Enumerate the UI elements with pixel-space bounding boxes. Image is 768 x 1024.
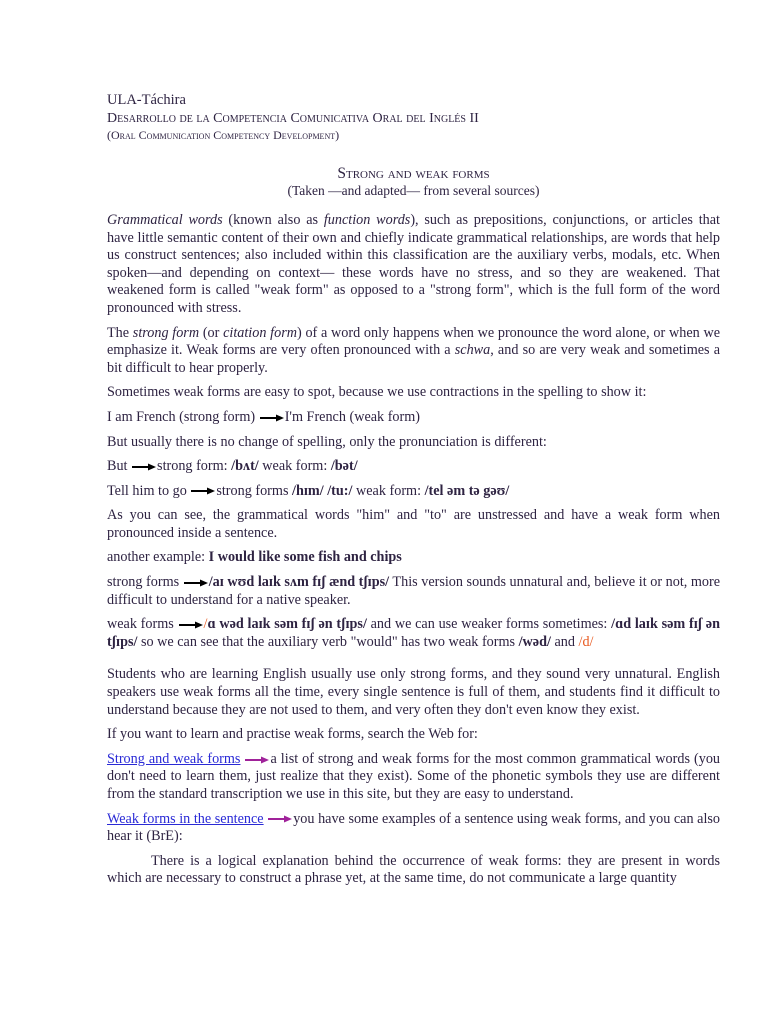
- arrow-right-icon: [260, 414, 284, 422]
- text-span: I am French (strong form): [107, 408, 256, 425]
- ipa-strong-him-to: /hɪm/ /tu:/: [292, 482, 353, 499]
- ipa-slash: /: [203, 616, 208, 633]
- ipa-weak-sentence: ɑ wəd laɪk səm fɪʃ ən tʃɪps/: [207, 616, 367, 633]
- text-span: another example:: [107, 549, 209, 566]
- text-span: weak forms: [107, 616, 174, 633]
- text-span: (or: [199, 324, 224, 341]
- paragraph-students: Students who are learning English usually use only strong forms, and they sound very unnatural. English speakers use weak forms all the time, every single sentence is full of them, and students find it difficult to understand because they are not used to them, and very often they don't even know they exist.: [107, 666, 720, 718]
- term-strong-form: strong form: [132, 324, 200, 341]
- ipa-weak-tell-him: /tel əm tə gəʊ/: [424, 482, 510, 499]
- course-header: Desarrollo de la Competencia Comunicativa Oral del Inglés II: [107, 110, 479, 126]
- example-but: [107, 458, 720, 476]
- text-span: This version sounds unnatural and, believe it or not, more difficult to understand for a native speaker.: [107, 574, 721, 608]
- text-span: The: [107, 324, 133, 341]
- resource-strong-weak-forms: [107, 751, 720, 804]
- example-tell-him: [107, 483, 720, 501]
- text-span: I'm French (weak form): [284, 408, 421, 425]
- document-page: [107, 92, 720, 895]
- arrow-right-icon: [245, 756, 269, 764]
- another-example: [107, 549, 720, 567]
- paragraph-unstressed: As you can see, the grammatical words "him" and "to" are unstressed and have a weak form when pronounced inside a sentence.: [107, 507, 720, 541]
- text-span: ), such as prepositions, conjunctions, or articles that have little semantic content of their own and chiefly indicate grammatical relationships, are words that help us construct sentences; also included within this classification are the auxiliary verbs, modals, etc. When spoken—and depending on context— these words have no stress, and so they are weakened. That weakened form is called "weak form" as opposed to a "strong form", which is the full form of the word pronounced with stress.: [107, 211, 720, 316]
- link-strong-and-weak-forms[interactable]: Strong and weak forms: [107, 750, 241, 767]
- text-span: But: [107, 458, 128, 475]
- term-citation-form: citation form: [223, 324, 297, 341]
- arrow-right-icon: [184, 579, 208, 587]
- paragraph-grammatical-words: [107, 212, 720, 318]
- institution-header: ULA-Táchira: [107, 92, 186, 108]
- resource-weak-forms-sentence: [107, 811, 720, 846]
- text-span: so we can see that the auxiliary verb "would" has two weak forms: [137, 633, 519, 650]
- arrow-right-icon: [132, 463, 156, 471]
- arrow-right-icon: [191, 487, 215, 495]
- arrow-right-icon: [268, 815, 292, 823]
- term-grammatical-words: Grammatical words: [107, 211, 223, 228]
- text-span: weak form:: [258, 458, 331, 475]
- example-sentence: I would like some fish and chips: [208, 549, 402, 566]
- ipa-weaker-sentence: /ɑd laɪk səm fɪʃ ən tʃɪps/: [107, 616, 720, 650]
- document-title: Strong and weak forms: [337, 164, 490, 182]
- text-span: and: [550, 633, 579, 650]
- text-span: , and so are very weak and sometimes a bit difficult to hear properly.: [107, 342, 721, 376]
- document-subtitle: (Taken —and adapted— from several sources): [287, 183, 540, 199]
- text-span: strong forms: [216, 482, 293, 499]
- text-span: strong forms: [107, 574, 180, 591]
- link-weak-forms-in-the-sentence[interactable]: Weak forms in the sentence: [107, 810, 264, 827]
- term-function-words: function words: [323, 211, 411, 228]
- strong-forms-example: [107, 574, 720, 609]
- text-span: you have some examples of a sentence using weak forms, and you can also hear it (BrE):: [107, 810, 721, 845]
- arrow-right-icon: [179, 621, 203, 629]
- text-span: (known also as: [222, 211, 324, 228]
- text-span: strong form:: [157, 458, 232, 475]
- text-span: a list of strong and weak forms for the most common grammatical words (you don't need to learn them, just realize that they exist). Some of the phonetic symbols they use are different from the standard transcription we use in this site, but they are easy to understand.: [107, 750, 721, 802]
- ipa-weak-but: /bət/: [330, 458, 358, 475]
- paragraph-contractions: Sometimes weak forms are easy to spot, because we use contractions in the spelling to show it:: [107, 384, 647, 401]
- paragraph-no-spelling-change: But usually there is no change of spelling, only the pronunciation is different:: [107, 433, 547, 450]
- ipa-strong-but: /bʌt/: [231, 458, 259, 475]
- example-french: [107, 409, 720, 427]
- text-span: and we can use weaker forms sometimes:: [366, 616, 612, 633]
- ipa-d: /d/: [578, 633, 594, 650]
- paragraph-strong-form: [107, 325, 720, 378]
- text-span: ) of a word only happens when we pronounce the word alone, or when we emphasize it. Weak forms are very often pronounced with a: [107, 324, 720, 359]
- ipa-strong-sentence: /aɪ wʊd laɪk sʌm fɪʃ ænd tʃɪps/: [208, 574, 390, 591]
- paragraph-logical-explanation: There is a logical explanation behind the occurrence of weak forms: they are present in words which are necessary to construct a phrase yet, at the same time, do not communicate a large quantity: [107, 852, 720, 887]
- weak-forms-example: [107, 616, 720, 651]
- text-span: weak form:: [352, 482, 425, 499]
- paragraph-search-web: If you want to learn and practise weak forms, search the Web for:: [107, 726, 478, 743]
- text-span: Tell him to go: [107, 482, 187, 499]
- ipa-would-weak: /wəd/: [518, 633, 551, 650]
- course-english-header: (Oral Communication Competency Development): [107, 128, 340, 143]
- term-schwa: schwa: [454, 342, 491, 359]
